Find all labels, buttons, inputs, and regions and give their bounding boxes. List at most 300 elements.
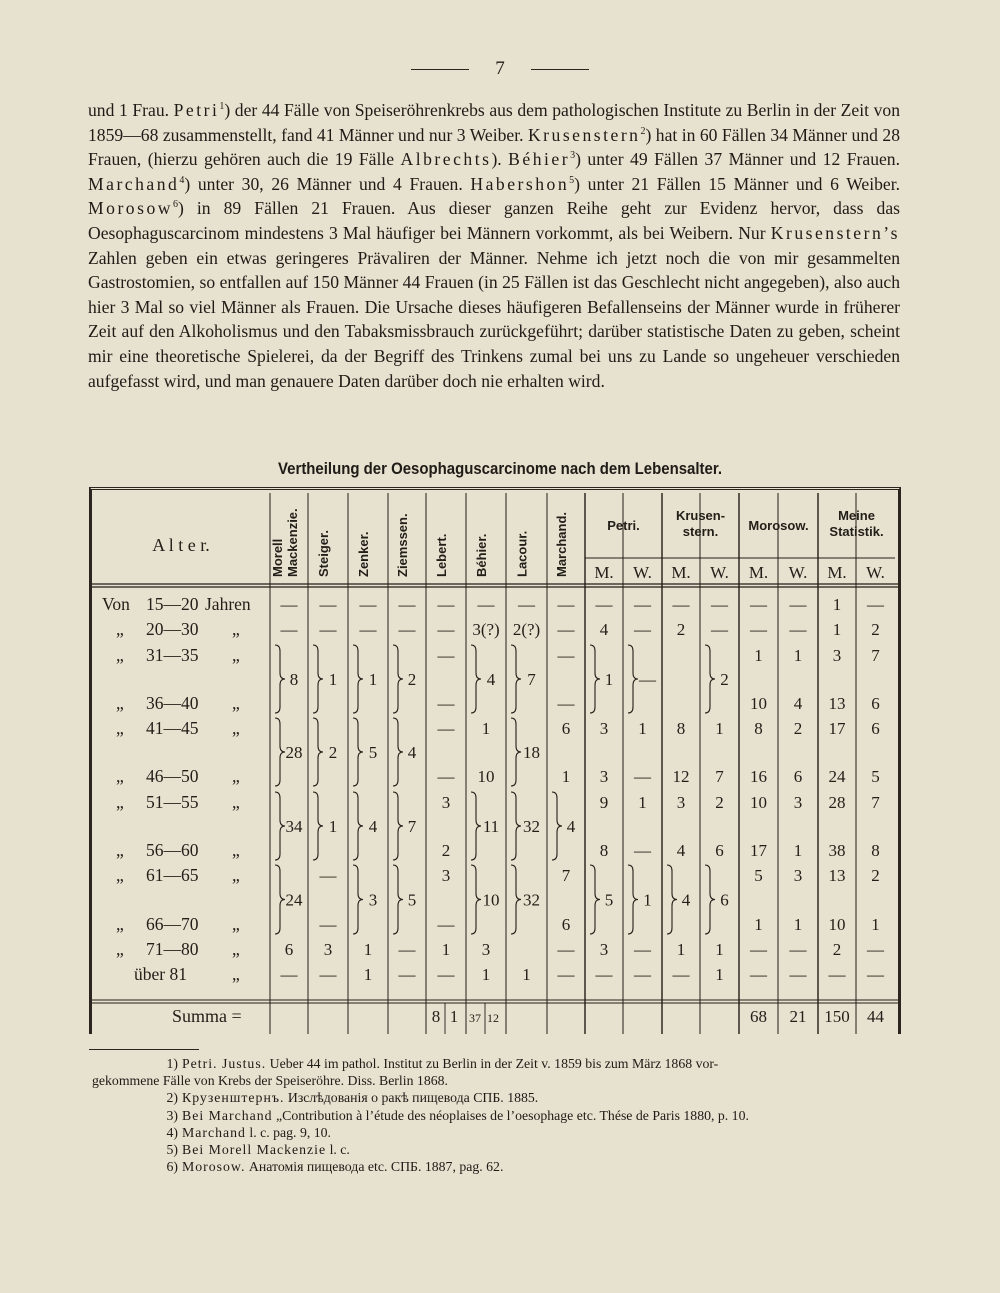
column-header-5 <box>474 534 489 577</box>
table-cell: — <box>359 620 377 639</box>
table-cell: 3 <box>441 866 451 885</box>
footnote-author: Morosow. <box>182 1159 246 1175</box>
table-cell: — <box>359 595 377 614</box>
footnote-number: 1) <box>166 1056 178 1071</box>
table-cell: 3 <box>599 719 609 738</box>
table-cell: — <box>557 595 575 614</box>
footnote-text: l. c. <box>326 1142 350 1158</box>
text-run: ). <box>491 149 509 170</box>
grouped-value: 18 <box>523 743 540 762</box>
group-header-3: Statistik. <box>829 524 884 539</box>
age-range: 20—30 <box>146 619 199 639</box>
column-header-line: Zenker. <box>356 531 371 577</box>
table-cell: — <box>711 620 728 639</box>
table-cell: 3 <box>793 866 803 885</box>
summa-label: Summa = <box>172 1006 242 1026</box>
footnote-3 <box>92 1107 904 1124</box>
table-cell: 10 <box>828 915 846 934</box>
column-header-line: Mackenzie. <box>285 508 300 577</box>
grouping-brace <box>275 645 285 713</box>
table-cell: — <box>750 620 767 639</box>
table-cell: 3 <box>676 793 686 812</box>
group-header-3: Meine <box>838 508 875 523</box>
table-grid <box>92 490 898 1034</box>
table-cell: 6 <box>561 915 571 934</box>
table-cell: — <box>789 940 807 959</box>
table-cell: 1 <box>561 767 571 786</box>
grouped-value: 1 <box>328 670 338 689</box>
summa-value: 12 <box>487 1011 499 1025</box>
grouped-value: 3 <box>368 890 378 910</box>
table-cell: — <box>319 595 337 614</box>
age-prefix: „ <box>116 840 124 860</box>
table-cell: 1 <box>832 595 842 614</box>
footnote-5 <box>92 1141 904 1158</box>
summa-value: 68 <box>750 1007 767 1026</box>
table-cell: 4 <box>676 841 686 860</box>
table-cell: 2(?) <box>512 620 541 639</box>
grouped-value: 4 <box>407 743 417 762</box>
table-cell: 7 <box>715 767 724 786</box>
grouped-value: 34 <box>285 817 303 836</box>
grouping-brace <box>353 718 363 786</box>
group-header-2: Morosow. <box>748 518 809 533</box>
summa-value: 21 <box>789 1007 807 1026</box>
table-cell: 9 <box>599 793 609 812</box>
footnote-rule <box>89 1049 199 1050</box>
table-cell: 8 <box>871 841 880 860</box>
table-cell: 6 <box>284 940 294 959</box>
age-range: über 81 <box>134 964 187 984</box>
grouping-brace <box>667 865 677 934</box>
grouped-value: 24 <box>285 890 303 910</box>
table-cell: 4 <box>793 694 803 713</box>
age-suffix: „ <box>232 840 240 860</box>
paragraph-text <box>88 98 900 393</box>
grouped-value: 4 <box>368 817 378 836</box>
text-run: ) unter 49 Fällen 37 Männer und 12 Frauen. <box>575 149 900 170</box>
grouped-value: 28 <box>285 743 303 762</box>
age-range: 15—20 <box>146 594 199 614</box>
table-cell: — <box>634 767 651 786</box>
table-cell: 2 <box>871 866 880 885</box>
age-range: 36—40 <box>146 693 199 713</box>
table-cell: — <box>280 620 298 639</box>
grouping-brace <box>471 645 481 713</box>
table-cell: 10 <box>477 767 495 786</box>
grouped-value: 2 <box>407 670 417 689</box>
footnote-ref: 3 <box>570 150 576 162</box>
table-cell: 1 <box>715 965 724 984</box>
table-cell: — <box>398 595 416 614</box>
table-cell: 1 <box>638 793 647 812</box>
grouping-brace <box>353 865 363 934</box>
table-cell: — <box>672 595 690 614</box>
table-cell: — <box>711 595 728 614</box>
summa-value: 37 <box>469 1011 481 1025</box>
table-cell: 1 <box>481 965 491 984</box>
table-cell: 3 <box>599 940 609 959</box>
grouping-brace <box>313 792 323 860</box>
column-header-2 <box>356 531 371 577</box>
age-prefix: „ <box>116 792 124 812</box>
table-cell: — <box>634 965 651 984</box>
age-range: 61—65 <box>146 865 199 885</box>
age-prefix: „ <box>116 619 124 639</box>
summa-value: 150 <box>824 1007 850 1026</box>
author-petri: Petri <box>173 100 220 120</box>
footnote-text: Анатомія пищевода etc. СПБ. 1887, pag. 62. <box>245 1159 504 1175</box>
summa-value: 8 <box>431 1007 441 1026</box>
table-cell: — <box>557 940 575 959</box>
age-prefix: „ <box>116 718 124 738</box>
sex-label: W. <box>710 563 729 582</box>
column-header-line: Marchand. <box>554 511 569 577</box>
grouped-value: 5 <box>604 890 614 910</box>
grouping-brace <box>275 865 285 934</box>
table-cell: 1 <box>363 940 373 959</box>
grouping-brace <box>628 645 638 713</box>
table-cell: 1 <box>793 646 803 665</box>
age-suffix: „ <box>232 939 240 959</box>
table-cell: 3 <box>832 646 842 665</box>
grouping-brace <box>705 865 715 934</box>
age-suffix: „ <box>232 865 240 885</box>
age-range: 41—45 <box>146 718 199 738</box>
sex-label: M. <box>671 563 691 582</box>
table-cell: — <box>398 965 416 984</box>
table-cell: 1 <box>522 965 531 984</box>
grouped-value: 7 <box>407 817 417 836</box>
footnote-number: 4) <box>166 1124 178 1140</box>
age-prefix: „ <box>116 766 124 786</box>
age-suffix: „ <box>232 645 240 665</box>
text-run: Zahlen geben ein etwas geringeres Prävaliren der Männer. Nehme ich jetzt noch die von mir gesammelten Gastrostomien, so entfallen auf 150 Männer 44 Frauen (in 25 Fällen ist das Geschlecht nicht angegeben), also auch hier 3 Mal so viel Männer als Frauen. Die Ursache dieses häufigeren Befallenseins der Männer wurde in früherer Zeit auf den Alkoholismus und den Tabaksmissbrauch zurückgeführt; darüber statistische Daten zu geben, scheint mir eine theoretische Spielerei, da der Begriff des Trinkens zumal bei uns zu Lande so ungeheuer verschieden aufgefasst wird, und man genauere Daten darüber doch nie erhalten wird. <box>88 247 900 391</box>
grouped-value: 8 <box>289 670 299 689</box>
table-cell: 6 <box>871 694 880 713</box>
grouping-brace <box>313 645 323 713</box>
age-prefix: „ <box>116 939 124 959</box>
table-cell: — <box>557 646 575 665</box>
age-suffix: „ <box>232 718 240 738</box>
table-cell: 6 <box>561 719 571 738</box>
table-cell: — <box>672 965 690 984</box>
table-cell: 8 <box>676 719 686 738</box>
sex-label: M. <box>748 563 769 582</box>
grouping-brace <box>471 865 481 934</box>
footnote-4 <box>92 1124 904 1141</box>
table-cell: — <box>280 965 298 984</box>
table-cell: — <box>437 620 455 639</box>
text-run: und 1 Frau. <box>88 100 174 120</box>
table-cell: 2 <box>715 793 724 812</box>
footnote-ref: 1 <box>219 101 225 113</box>
table-cell: — <box>437 694 455 713</box>
table-cell: 3 <box>599 767 609 786</box>
age-suffix: „ <box>232 792 240 812</box>
footnote-text: Ueber 44 im pathol. Institut zu Berlin in der Zeit v. 1859 bis zum März 1868 vor- <box>266 1056 719 1071</box>
table-cell: — <box>437 965 455 984</box>
table-cell: 1 <box>715 719 724 738</box>
table-cell: 2 <box>441 841 451 860</box>
table-cell: — <box>557 620 575 639</box>
grouped-value: 2 <box>720 670 729 689</box>
age-prefix: „ <box>116 693 124 713</box>
column-header-7 <box>554 512 569 577</box>
age-suffix: Jahren <box>205 594 251 614</box>
grouped-value: 4 <box>486 670 496 689</box>
grouped-value: 1 <box>643 890 652 910</box>
table-cell: 1 <box>832 620 842 639</box>
author-marchand: Marchand <box>88 173 180 194</box>
body-paragraph <box>88 98 900 393</box>
grouping-brace <box>275 792 285 860</box>
age-suffix: „ <box>232 766 240 786</box>
column-header-line: Morell <box>270 538 285 577</box>
grouping-brace <box>590 645 600 713</box>
table-cell: 1 <box>441 940 451 959</box>
table-cell: 7 <box>871 793 880 812</box>
table-cell: 5 <box>754 866 763 885</box>
column-header-line: Lebert. <box>434 533 449 577</box>
age-range: 56—60 <box>146 840 199 860</box>
table-cell: 12 <box>672 767 690 786</box>
footnote-number: 5) <box>166 1142 178 1158</box>
table-cell: 2 <box>793 719 803 738</box>
table-cell: 1 <box>715 940 724 959</box>
table-cell: 3 <box>481 940 491 959</box>
table-cell: 6 <box>871 719 880 738</box>
footnote-author: Крузенштернъ. <box>182 1090 285 1106</box>
footnote-continuation: gekommene Fälle von Krebs der Speiseröhre. Diss. Berlin 1868. <box>92 1073 448 1089</box>
sex-label: M. <box>594 563 614 582</box>
table-cell: — <box>437 719 455 738</box>
grouping-brace <box>393 645 403 713</box>
grouped-value: 2 <box>328 743 338 762</box>
author-albrechts: Albrechts <box>400 149 492 170</box>
grouped-value: 1 <box>604 670 614 689</box>
footnote-author: Marchand <box>182 1124 246 1140</box>
age-prefix: Von <box>102 594 130 614</box>
age-range: 46—50 <box>146 766 199 786</box>
grouped-value: 4 <box>681 890 691 910</box>
page-number-rule-right <box>531 69 589 70</box>
author-krusenstern: Krusenstern <box>527 124 641 145</box>
grouping-brace <box>590 865 600 934</box>
table-cell: 5 <box>871 767 880 786</box>
table-cell: 1 <box>676 940 686 959</box>
grouping-brace <box>471 792 481 860</box>
table-cell: 1 <box>363 965 373 984</box>
table-cell: 13 <box>828 866 846 885</box>
table-cell: — <box>319 965 337 984</box>
footnote-ref: 4 <box>179 174 185 186</box>
table-cell: — <box>280 595 298 614</box>
group-header-1: stern. <box>682 524 719 539</box>
grouping-brace <box>552 792 562 860</box>
table-cell: — <box>477 595 495 614</box>
table-cell: 3 <box>441 793 451 812</box>
table-cell: 13 <box>828 694 846 713</box>
table-cell: — <box>789 595 807 614</box>
footnote-text: „Contribution à l’étude des néoplaises de l’oesophage etc. Thése de Paris 1880, p. 10. <box>272 1107 749 1123</box>
table-cell: 1 <box>871 915 880 934</box>
table-cell: 3 <box>323 940 333 959</box>
column-header-line: Ziemssen. <box>395 513 410 577</box>
table-cell: — <box>557 965 575 984</box>
footnote-text: l. c. pag. 9, 10. <box>245 1124 332 1140</box>
summa-value: 44 <box>867 1007 884 1026</box>
author-behier: Béhier <box>508 149 571 170</box>
grouping-brace <box>511 718 521 786</box>
footnote-number: 2) <box>166 1090 178 1106</box>
table-cell: 8 <box>754 719 763 738</box>
table-cell: — <box>789 965 807 984</box>
table-cell: — <box>437 646 455 665</box>
table-cell: — <box>750 940 767 959</box>
table-cell: 6 <box>793 767 803 786</box>
table-cell: 8 <box>599 841 609 860</box>
age-range: 66—70 <box>146 914 199 934</box>
table-cell: — <box>398 940 416 959</box>
table-cell: 1 <box>793 841 803 860</box>
table-cell: — <box>750 965 767 984</box>
text-run: ) unter 21 Fällen 15 Männer und 6 Weiber. <box>574 173 900 194</box>
footnote-1 <box>92 1055 904 1072</box>
page-number-rule-left <box>411 69 469 70</box>
footnote-ref: 5 <box>569 174 575 186</box>
table-cell: 24 <box>828 767 846 786</box>
table-cell: — <box>398 620 416 639</box>
footnote-text: Изслѣдованія о ракѣ пищевода СПБ. 1885. <box>284 1090 539 1106</box>
grouped-value: 5 <box>368 743 378 762</box>
footnote-2 <box>92 1089 904 1106</box>
text-run: ) der 44 Fälle von Speiseröhrenkrebs aus dem pathologischen Institute zu Berlin in der Zeit von 1859—68 zusammenstellt, fand 41 Männer und nur 3 Weiber. <box>88 100 900 145</box>
footnote-author: Bei Morell Mackenzie <box>182 1142 327 1158</box>
footnote-number: 3) <box>166 1107 178 1123</box>
group-header-1: Krusen- <box>675 508 726 523</box>
grouped-value: 32 <box>523 817 540 836</box>
grouped-value: 7 <box>527 670 536 689</box>
table-cell: 17 <box>750 841 767 860</box>
grouped-value: 1 <box>368 670 378 689</box>
age-prefix: „ <box>116 914 124 934</box>
column-header-1 <box>316 530 331 577</box>
age-suffix: „ <box>232 619 240 639</box>
author-morosow: Morosow <box>88 198 173 219</box>
table-cell: 38 <box>828 841 846 860</box>
sex-label: W. <box>633 563 652 582</box>
table-cell: 1 <box>793 915 803 934</box>
text-run: ) unter 30, 26 Männer und 4 Frauen. <box>184 173 471 194</box>
table-cell: 4 <box>599 620 609 639</box>
alter-header: A l t e r. <box>152 535 210 555</box>
table-cell: 17 <box>828 719 846 738</box>
table-cell: 1 <box>481 719 491 738</box>
footnote-author: Bei Marchand <box>182 1107 273 1123</box>
age-suffix: „ <box>232 693 240 713</box>
table-cell: 1 <box>754 646 763 665</box>
grouping-brace <box>275 718 285 786</box>
column-header-4 <box>434 534 449 577</box>
grouping-brace <box>353 792 363 860</box>
table-cell: — <box>319 915 337 934</box>
table-cell: 6 <box>715 841 724 860</box>
table-cell: — <box>437 767 455 786</box>
footnote-ref: 2 <box>640 125 646 137</box>
table-cell: 1 <box>638 719 647 738</box>
grouped-value: 4 <box>566 817 576 836</box>
column-header-0 <box>270 508 300 577</box>
table-cell: — <box>595 965 613 984</box>
table-cell: 7 <box>561 866 571 885</box>
table-cell: 2 <box>676 620 686 639</box>
sex-label: W. <box>788 563 808 582</box>
grouping-brace <box>393 865 403 934</box>
grouping-brace <box>511 792 521 860</box>
grouped-value: 5 <box>407 890 417 910</box>
table-cell: 16 <box>750 767 767 786</box>
page-number <box>0 58 1000 80</box>
table-cell: 7 <box>871 646 880 665</box>
table-cell: — <box>867 940 884 959</box>
grouping-brace <box>393 718 403 786</box>
table-cell: — <box>634 841 651 860</box>
column-header-3 <box>395 513 410 577</box>
footnote-ref: 6 <box>172 199 178 211</box>
table-cell: — <box>867 595 884 614</box>
age-prefix: „ <box>116 645 124 665</box>
column-header-line: Steiger. <box>316 530 331 577</box>
text-run: ) in 89 Fällen 21 Frauen. Aus dieser ganzen Reihe geht zur Evidenz hervor, dass das Oesophaguscarcinom mindestens 3 Mal häufiger bei Männern vorkommt, als bei Weibern. Nur <box>88 198 900 243</box>
age-suffix: „ <box>232 964 240 984</box>
grouping-brace <box>353 645 363 713</box>
grouped-value: 6 <box>720 890 729 910</box>
table-cell: — <box>789 620 807 639</box>
grouped-value: 1 <box>328 817 338 836</box>
table-cell: 10 <box>750 694 767 713</box>
table-cell: 1 <box>754 915 763 934</box>
table-cell: 2 <box>871 620 880 639</box>
age-distribution-table <box>89 487 901 1034</box>
table-cell: — <box>557 694 575 713</box>
table-cell: 2 <box>832 940 842 959</box>
table-cell: — <box>634 595 651 614</box>
sex-label: W. <box>866 563 885 582</box>
grouped-value: 11 <box>482 817 500 836</box>
grouping-brace <box>313 718 323 786</box>
grouped-value: 32 <box>523 890 540 910</box>
table-title: Vertheilung der Oesophaguscarcinome nach dem Lebensalter. <box>278 459 722 478</box>
table-cell: — <box>634 940 651 959</box>
age-range: 51—55 <box>146 792 199 812</box>
table-cell: — <box>634 620 651 639</box>
table-cell: 3 <box>793 793 803 812</box>
table-cell: — <box>319 620 337 639</box>
grouping-brace <box>511 645 521 713</box>
table-cell: — <box>867 965 884 984</box>
grouped-value: — <box>639 670 656 689</box>
sex-label: M. <box>827 563 847 582</box>
table-cell: 28 <box>828 793 846 812</box>
age-range: 71—80 <box>146 939 199 959</box>
table-cell: — <box>750 595 767 614</box>
table-cell: — <box>518 595 535 614</box>
table-cell: — <box>437 595 455 614</box>
age-range: 31—35 <box>146 645 199 665</box>
grouping-brace <box>511 865 521 934</box>
age-prefix: „ <box>116 865 124 885</box>
